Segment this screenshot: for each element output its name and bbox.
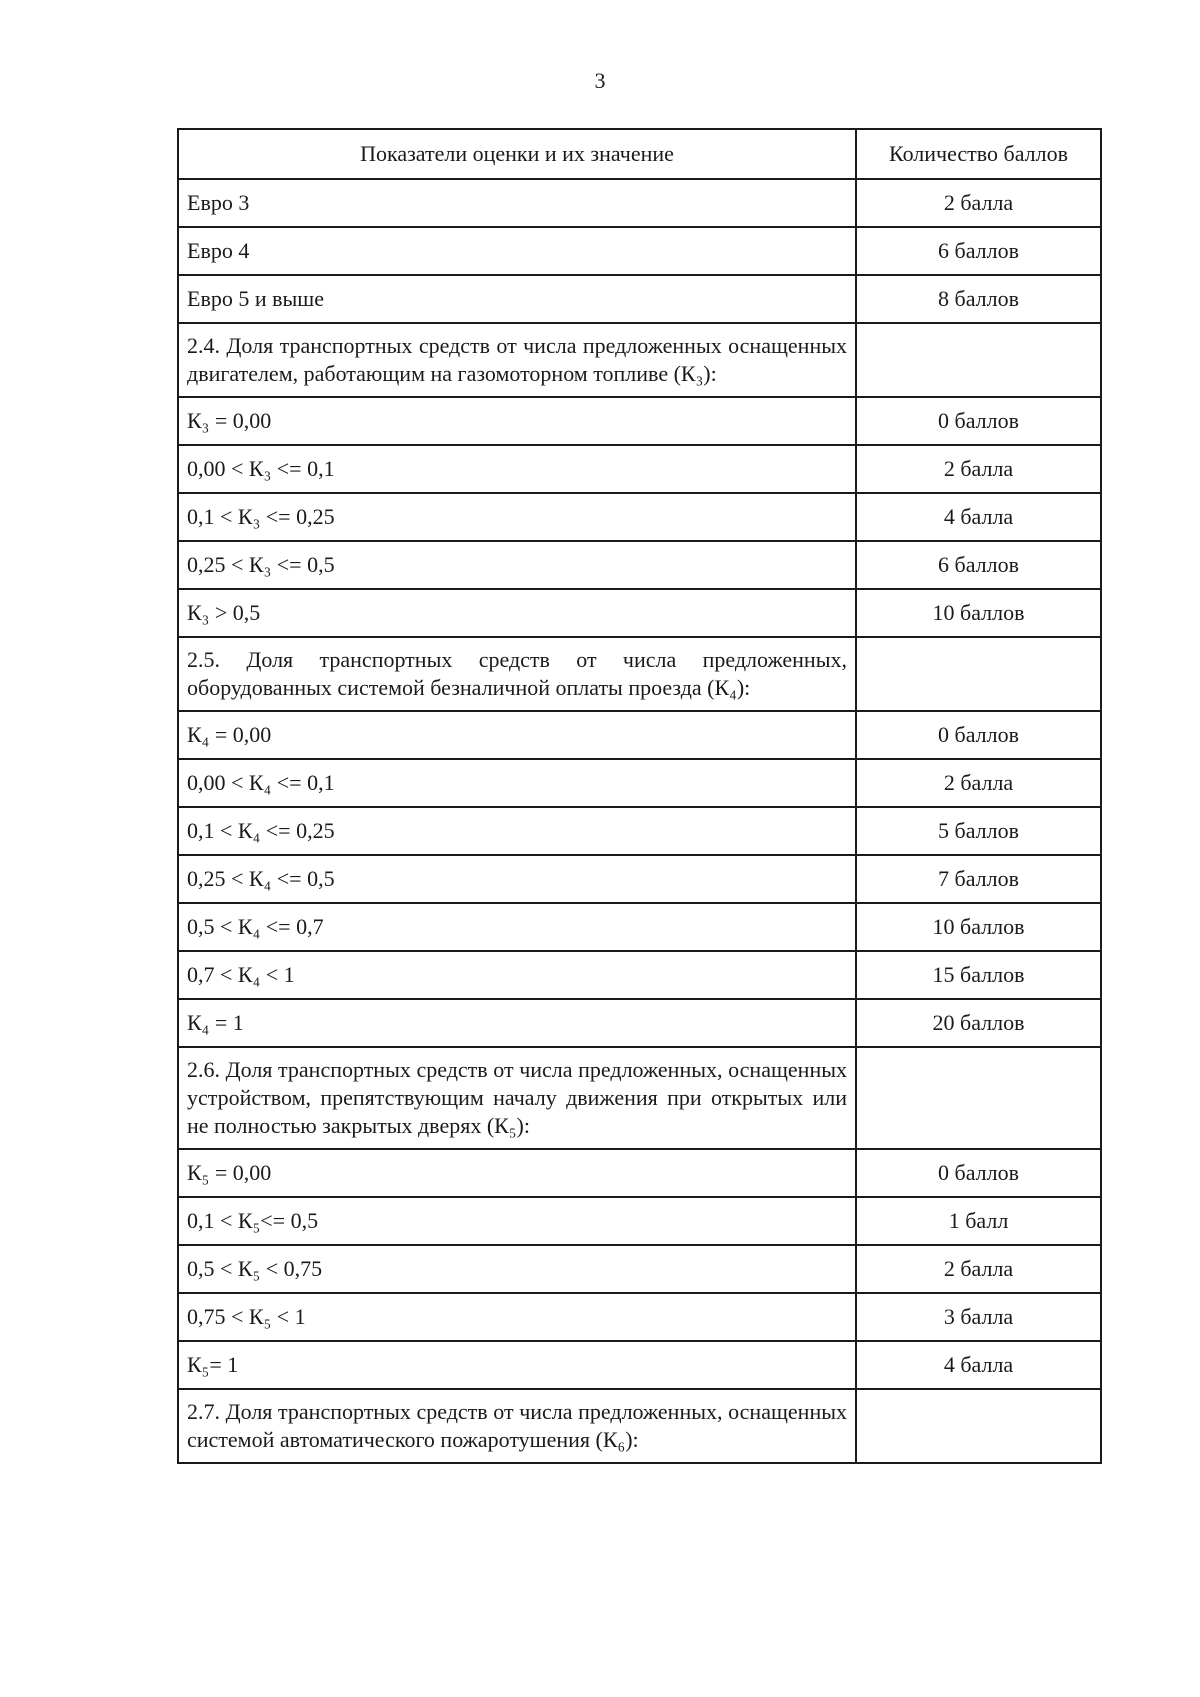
points-cell: 3 балла [856, 1293, 1101, 1341]
section-row [178, 1047, 1101, 1149]
indicator-cell: К₃ > 0,5 [178, 589, 856, 637]
indicator-cell: Евро 4 [178, 227, 856, 275]
points-cell: 2 балла [856, 759, 1101, 807]
points-cell: 15 баллов [856, 951, 1101, 999]
indicator-cell: 0,5 < К₄ <= 0,7 [178, 903, 856, 951]
table-row [178, 227, 1101, 275]
table-row [178, 1341, 1101, 1389]
indicator-cell: К₃ = 0,00 [178, 397, 856, 445]
indicator-cell: Евро 3 [178, 179, 856, 227]
points-cell: 2 балла [856, 445, 1101, 493]
table-row [178, 541, 1101, 589]
indicator-cell: К₄ = 1 [178, 999, 856, 1047]
points-cell: 20 баллов [856, 999, 1101, 1047]
points-cell: 10 баллов [856, 903, 1101, 951]
points-cell [856, 637, 1101, 711]
indicator-cell: 0,1 < К₅<= 0,5 [178, 1197, 856, 1245]
section-heading-cell: 2.4. Доля транспортных средств от числа предложенных оснащенных двигателем, работающим на газомоторном топливе (К₃): [178, 323, 856, 397]
points-cell: 4 балла [856, 1341, 1101, 1389]
table-row [178, 397, 1101, 445]
table-header-row [178, 129, 1101, 179]
points-cell: 10 баллов [856, 589, 1101, 637]
points-cell [856, 323, 1101, 397]
table-row [178, 759, 1101, 807]
points-cell: 4 балла [856, 493, 1101, 541]
table-row [178, 445, 1101, 493]
points-cell [856, 1389, 1101, 1463]
points-cell: 2 балла [856, 179, 1101, 227]
header-points: Количество баллов [856, 129, 1101, 179]
table-row [178, 1197, 1101, 1245]
table-row [178, 855, 1101, 903]
table-row [178, 179, 1101, 227]
table-row [178, 807, 1101, 855]
header-indicators: Показатели оценки и их значение [178, 129, 856, 179]
indicator-cell: К₅= 1 [178, 1341, 856, 1389]
table-row [178, 999, 1101, 1047]
table-row [178, 1149, 1101, 1197]
table-row [178, 275, 1101, 323]
indicator-cell: 0,25 < К₃ <= 0,5 [178, 541, 856, 589]
points-cell: 0 баллов [856, 1149, 1101, 1197]
indicator-cell: 0,00 < К₄ <= 0,1 [178, 759, 856, 807]
points-cell: 8 баллов [856, 275, 1101, 323]
points-cell: 6 баллов [856, 227, 1101, 275]
points-cell: 2 балла [856, 1245, 1101, 1293]
scoring-table [177, 128, 1102, 1464]
section-heading-cell: 2.7. Доля транспортных средств от числа предложенных, оснащенных системой автоматического пожаротушения (К₆): [178, 1389, 856, 1463]
points-cell [856, 1047, 1101, 1149]
indicator-cell: 0,1 < К₄ <= 0,25 [178, 807, 856, 855]
points-cell: 5 баллов [856, 807, 1101, 855]
section-heading-cell: 2.6. Доля транспортных средств от числа предложенных, оснащенных устройством, препятствующим началу движения при открытых или не полностью закрытых дверях (К₅): [178, 1047, 856, 1149]
indicator-cell: 0,5 < К₅ < 0,75 [178, 1245, 856, 1293]
table-row [178, 903, 1101, 951]
table-row [178, 711, 1101, 759]
table-row [178, 951, 1101, 999]
indicator-cell: 0,7 < К₄ < 1 [178, 951, 856, 999]
points-cell: 0 баллов [856, 397, 1101, 445]
section-row [178, 323, 1101, 397]
points-cell: 1 балл [856, 1197, 1101, 1245]
page-number: 3 [594, 68, 606, 93]
indicator-cell: 0,75 < К₅ < 1 [178, 1293, 856, 1341]
indicator-cell: 0,25 < К₄ <= 0,5 [178, 855, 856, 903]
table-row [178, 589, 1101, 637]
table-row [178, 1245, 1101, 1293]
points-cell: 6 баллов [856, 541, 1101, 589]
indicator-cell: К₄ = 0,00 [178, 711, 856, 759]
points-cell: 0 баллов [856, 711, 1101, 759]
section-row [178, 1389, 1101, 1463]
table-row [178, 1293, 1101, 1341]
indicator-cell: 0,1 < К₃ <= 0,25 [178, 493, 856, 541]
section-heading-cell: 2.5. Доля транспортных средств от числа предложенных, оборудованных системой безналичной оплаты проезда (К₄): [178, 637, 856, 711]
indicator-cell: 0,00 < К₃ <= 0,1 [178, 445, 856, 493]
section-row [178, 637, 1101, 711]
table-row [178, 493, 1101, 541]
indicator-cell: К₅ = 0,00 [178, 1149, 856, 1197]
points-cell: 7 баллов [856, 855, 1101, 903]
indicator-cell: Евро 5 и выше [178, 275, 856, 323]
